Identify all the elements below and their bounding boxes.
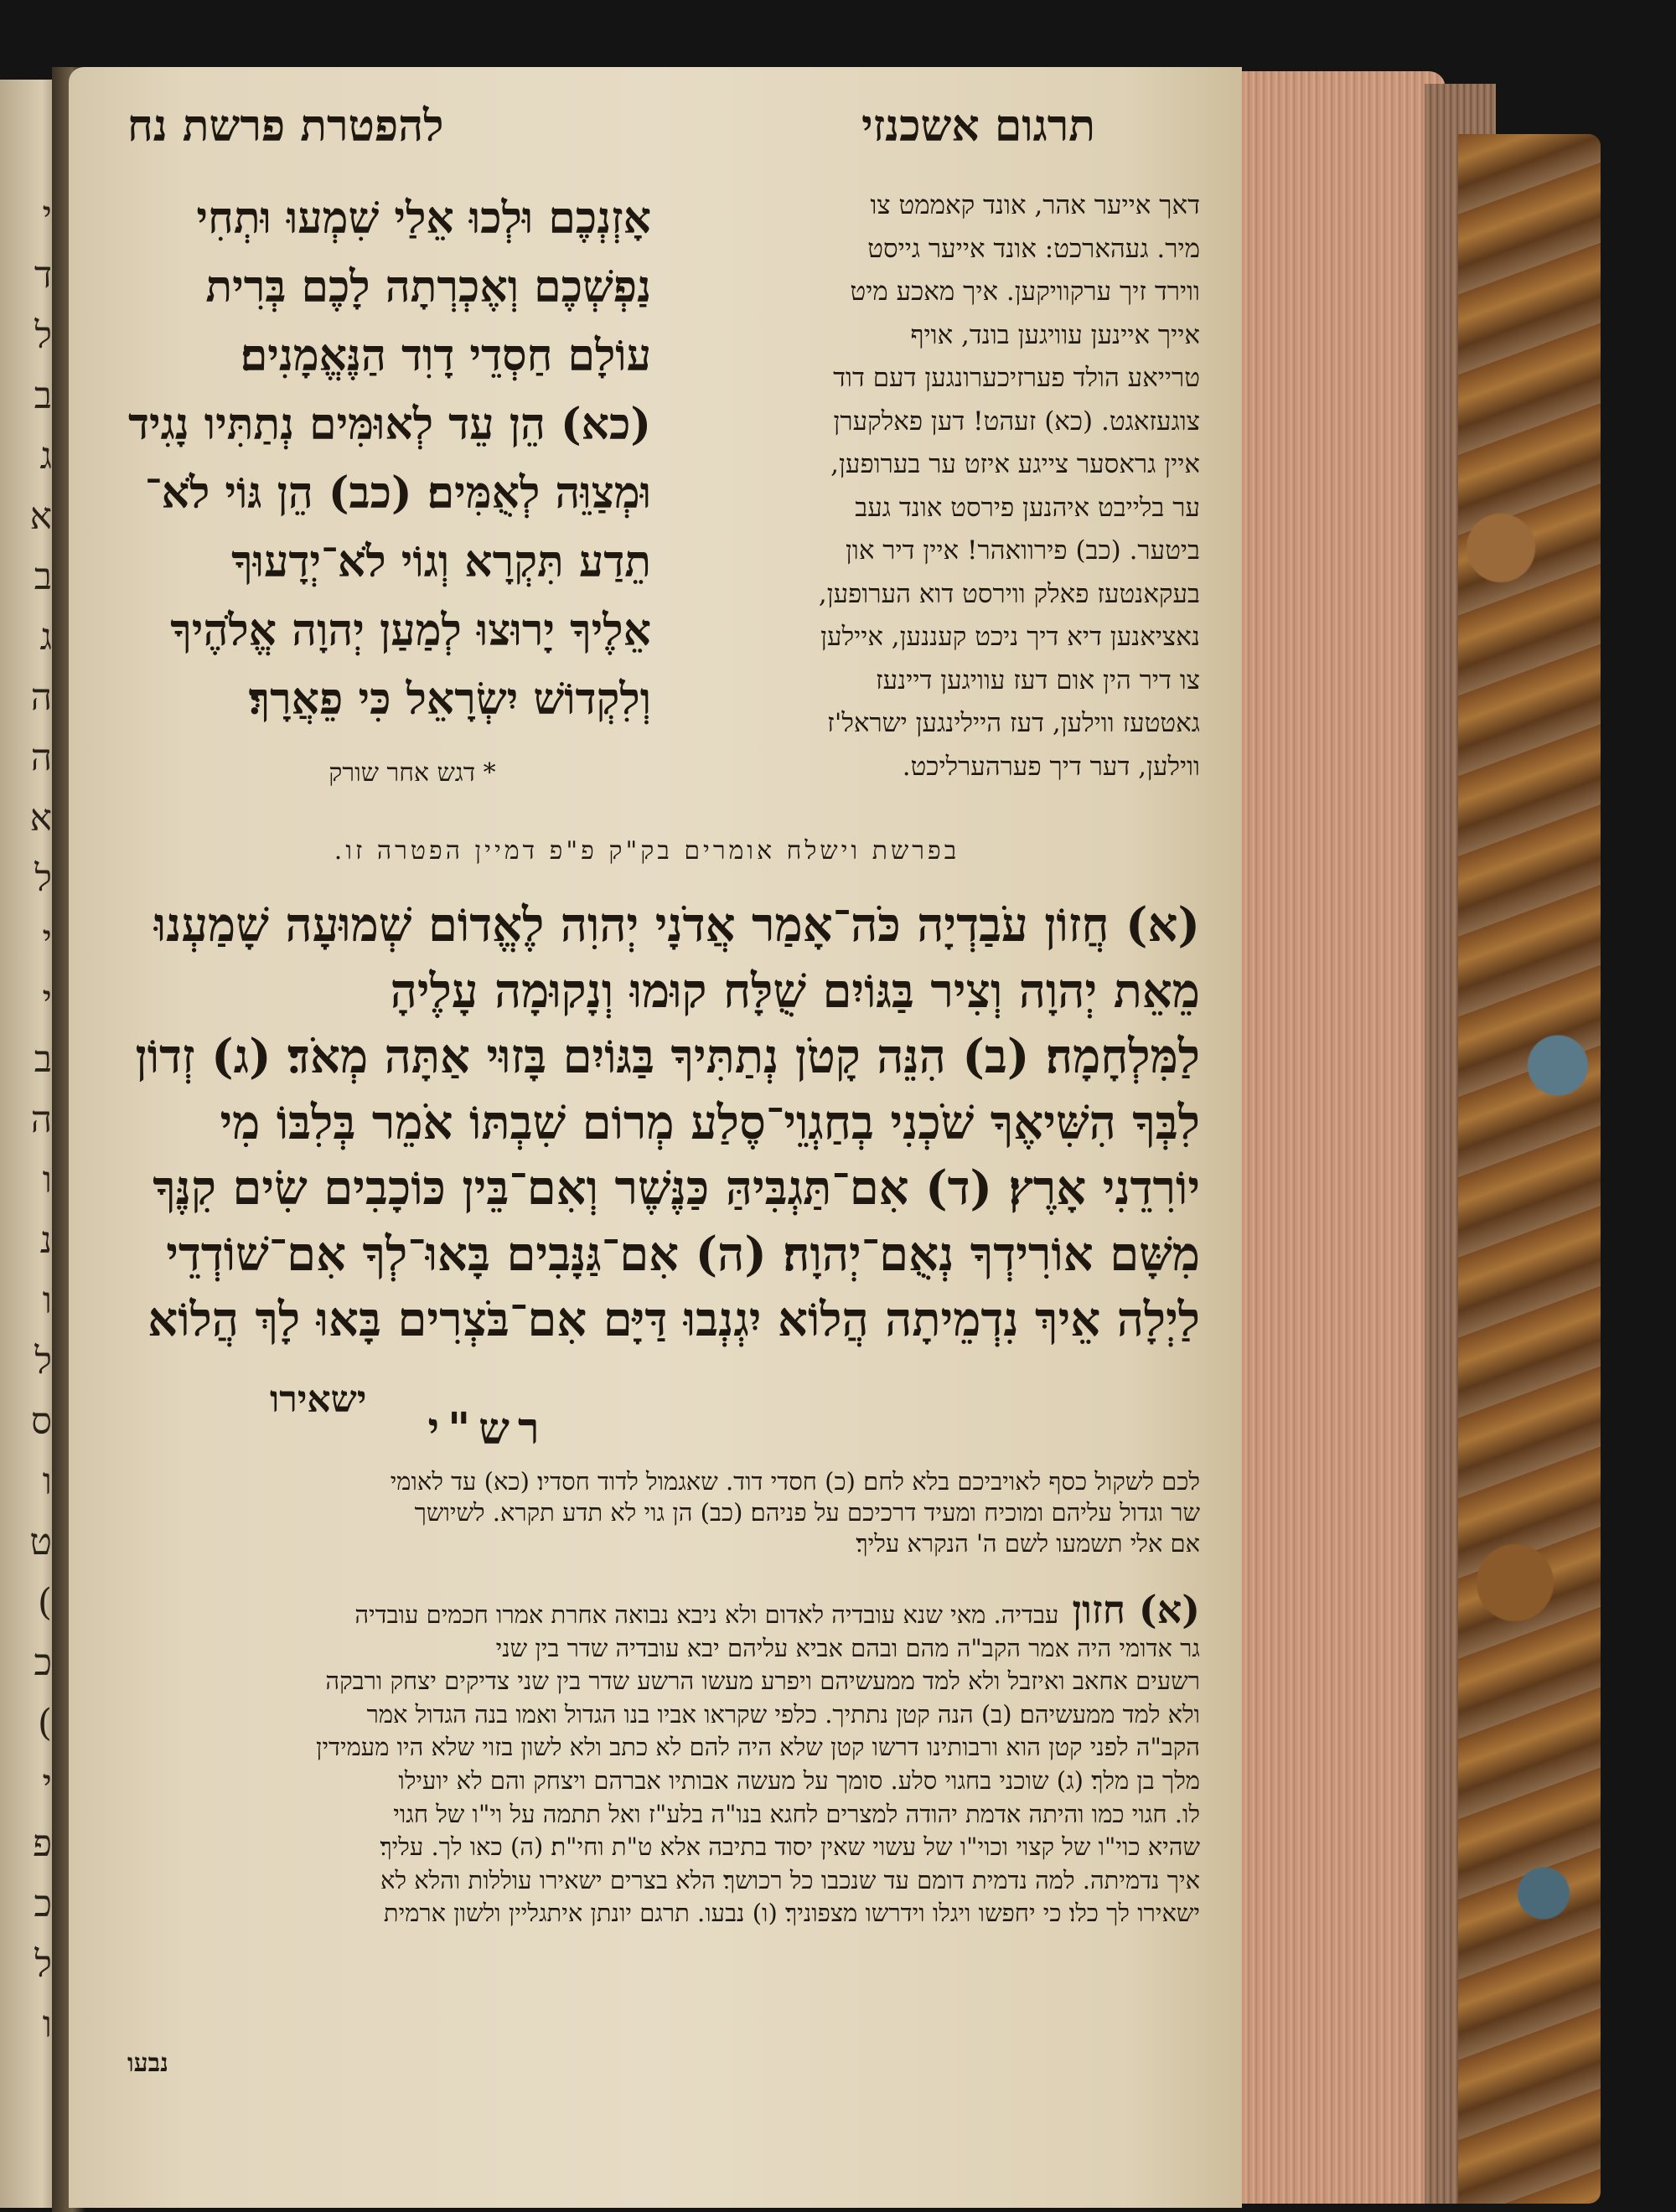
rashi-main-commentary (127, 1587, 1200, 1930)
rashi-line-text: איך נדמיתה. למה נדמית דומם עד שנכבו כל רכושך׃ הלא בצרים ישאירו עוללות והלא לא (380, 1865, 1200, 1894)
targum-line: בעקאנטעז פאלק ווירסט דוא הערופען, (818, 578, 1200, 609)
facing-page-glyph: ג (39, 435, 52, 478)
catchword-bottom: נבעו (127, 2049, 168, 2078)
scripture-line: מֵאֵת יְהוָה וְצִיר בַּגּוֹיִם שֻׁלָּח קוּמוּ וְנָקוּמָה עָלֶיהָ (390, 963, 1200, 1019)
targum-line: מיר. געהארכט: אונד אייער גייסט (867, 233, 1200, 264)
rashi-line (127, 1665, 1200, 1698)
facing-page-glyph: כ (34, 1883, 52, 1925)
scripture-line: לַיְלָה אֵיךְ נִדְמֵיתָה הֲלוֹא יִגְנְבוּ דַּיָּם אִם־בֹּצְרִים בָּאוּ לָךְ הֲלוֹא (147, 1292, 1200, 1347)
facing-page-glyph: ( (37, 1581, 52, 1624)
scripture-line: לַמִּלְחָמָה׃ (ב) הִנֵּה קָטֹן נְתַתִּיךָ בַּגּוֹיִם בָּזוּי אַתָּה מְאֹד׃ (ג) זְדוֹן (135, 1029, 1200, 1084)
facing-page-glyph: ב (34, 556, 52, 598)
rashi-title: רש"י (427, 1403, 548, 1455)
haftarah-line: אֵלֶיךָ יָרוּצוּ לְמַעַן יְהוָה אֱלֹהֶיךָ (170, 605, 651, 656)
targum-line: אייך איינען עוויגען בונד, אויף (910, 319, 1200, 350)
facing-page-glyph: ו (42, 1159, 52, 1202)
facing-page-glyph: ה (30, 1098, 52, 1141)
scripture-line: מִשָּׁם אוֹרִידְךָ נְאֻם־יְהוָה׃ (ה) אִם־גַּנָּבִים בָּאוּ־לְךָ אִם־שׁוֹדְדֵי (166, 1226, 1200, 1282)
targum-line: צוגעזאגט. (כא) זעהט! דען פאלקערן (833, 406, 1200, 437)
haftarah-line: וְלִקְדוֹשׁ יִשְׂרָאֵל כִּי פֵאֲרָךְ׃ (248, 674, 651, 725)
rashi-top-commentary (127, 1466, 1200, 1560)
scripture-line: (א) חֲזוֹן עֹבַדְיָה כֹּה־אָמַר אֲדֹנָי יְהוִה לֶאֱדוֹם שְׁמוּעָה שָׁמַעְנוּ (153, 897, 1200, 953)
facing-page-glyph: ( (37, 1702, 52, 1744)
facing-page-glyph: ו (42, 1279, 52, 1322)
facing-page-glyph: א (29, 797, 52, 840)
facing-page-glyph: ל (34, 314, 52, 357)
facing-page-glyph: ס (30, 1400, 52, 1443)
targum-line: ביטער. (כב) פירוואהר! איין דיר און (845, 535, 1200, 566)
facing-page-glyph: ל (34, 1340, 52, 1382)
rashi-line (127, 1632, 1200, 1666)
rashi-line-text: שהיא כוי"ו של קצוי וכוי"ו של עשוי שאין יסוד בתיבה אלא ט"ת וחי"ת׃ (ה) כאו לך. עליך׃ (380, 1832, 1200, 1862)
facing-page-glyph: ה (30, 676, 52, 719)
facing-page-glyph: ה (30, 736, 52, 779)
scripture-line: לִבְּךָ הִשִּׁיאֶךָ שֹׁכְנִי בְחַגְוֵי־סֶלַע מְרוֹם שִׁבְתּוֹ אֹמֵר בְּלִבּוֹ מִי (220, 1094, 1200, 1150)
haftarah-line: אָזְנְכֶם וּלְכוּ אֵלַי שִׁמְעוּ וּתְחִי (196, 193, 651, 244)
rashi-line (127, 1831, 1200, 1864)
rashi-line: שר וגדול עליהם ומוכיח ומעיד דרכיכם על פניהם׃ (כב) הן גוי לא תדע תקרא. לשיושך (414, 1498, 1200, 1527)
targum-translation-column (706, 184, 1200, 788)
targum-line: ווירד זיך ערקוויקען. איך מאכע מיט (850, 276, 1200, 307)
rashi-line-text: מלך בן מלך׃ (ג) שוכני בחגוי סלע. סומך על מעשה אבותיו אברהם ויצחק והם לא יועילו (398, 1765, 1200, 1795)
facing-page-glyph: י (42, 1762, 52, 1805)
haftarah-line: תֵדַע תִּקְרָא וְגוֹי לֹא־יְדָעוּךָ (231, 536, 651, 587)
running-head-right: תרגום אשכנזי (861, 101, 1095, 152)
rashi-line-text: עבדיה. מאי שנא עובדיה לאדום ולא ניבא נבואה אחרת אמרו חכמים עובדיה (354, 1600, 1059, 1629)
catchword-main: ישאירו (270, 1378, 367, 1421)
rashi-line (127, 1897, 1200, 1930)
facing-page-glyph: פ (32, 1822, 52, 1865)
haftarah-line: נַפְשְׁכֶם וְאֶכְרְתָה לָכֶם בְּרִית (205, 261, 651, 313)
rashi-line (127, 1731, 1200, 1765)
facing-page-glyph: כ (34, 1641, 52, 1684)
targum-line: נאציאנען דיא דיך ניכט קעננען, איילען (820, 622, 1200, 652)
scripture-line: יוֹרִדֵנִי אָרֶץ׃ (ד) אִם־תַּגְבִּיהַּ כַּנֶּשֶׁר וְאִם־בֵּין כּוֹכָבִים שִׂים קִנֶּךָ (153, 1160, 1200, 1216)
book-page (69, 67, 1242, 2208)
facing-page-glyph: י (42, 978, 52, 1021)
parsha-heading: בפרשת וישלח אומרים בק"ק פ"פ דמיין הפטרה זו. (334, 836, 960, 866)
facing-page-glyph: ל (34, 857, 52, 900)
rashi-line-text: גר אדומי היה אמר הקב"ה מהם ובהם אביא עליהם יבא עובדיה שדר בין שני (495, 1633, 1200, 1662)
targum-line: גאטטעז ווילען, דעז היילינגען ישראל'ז (827, 708, 1200, 738)
targum-line: איין גראסער צייגע איזט ער בערופען, (830, 449, 1200, 479)
facing-page-glyph: נ (39, 1219, 52, 1262)
rashi-line (127, 1798, 1200, 1832)
rashi-line (127, 1698, 1200, 1732)
running-head-left: להפטרת פרשת נח (127, 101, 444, 152)
page-fore-edge (1236, 71, 1446, 2204)
rashi-line (127, 1864, 1200, 1898)
rashi-line (127, 1765, 1200, 1798)
facing-page-glyph: א (29, 495, 52, 538)
targum-line: ווילען, דער דיך פערהערליכט. (902, 751, 1200, 782)
targum-line: צו דיר הין אום דעז עוויגען דיינעז (875, 664, 1200, 695)
haftarah-line: וּמְצַוֵּה לְאֻמִּים׃ (כב) הֵן גּוֹי לֹא־ (144, 468, 651, 519)
rashi-line-text: ולא למד ממעשיהם׃ (ב) הנה קטן נתתיך. כלפי שקראו אביו בנו הגדול ואמו בנה הגדול אמר (366, 1699, 1200, 1729)
haftarah-line: עוֹלָם חַסְדֵי דָוִד הַנֶּאֱמָנִים׃ (240, 330, 651, 381)
marbled-cover (1458, 134, 1601, 2204)
rashi-line: אם אלי תשמעו לשם ה' הנקרא עליך׃ (856, 1529, 1200, 1558)
targum-line: ער בלייבט איהנען פירסט אונד געב (855, 492, 1200, 523)
rashi-line-text: הקב"ה לפני קטן הוא ורבותינו דרשו קטן שלא היה להם לא כתב ולא לשון בזוי שלא היו מעמידין (316, 1733, 1200, 1762)
facing-page-glyph: י (42, 917, 52, 960)
rashi-dibbur-hamatchil: (א) חזון (1058, 1587, 1200, 1632)
facing-page-glyph: ג (39, 616, 52, 659)
facing-page-glyph: ל (34, 1943, 52, 1986)
facing-page-glyph: ב (34, 1038, 52, 1081)
targum-line: טרייאע הולד פערזיכערונגען דעם דוד (833, 363, 1200, 393)
main-scripture-text (127, 892, 1200, 1353)
facing-page-glyph: ט (29, 1521, 52, 1563)
facing-page-glyph: ב (34, 375, 52, 417)
rashi-line-text: רשעים אחאב ואיזבל ולא למד ממעשיהם ויפרע מעשו הרשע שדר בין שני צדיקים יצחק ורבקה (325, 1667, 1200, 1696)
targum-line: דאך אייער אהר, אונד קאממט צו (870, 190, 1200, 220)
facing-page-glyph: ו (42, 1460, 52, 1503)
facing-page-glyph: ד (34, 254, 52, 297)
haftarah-text-column (115, 184, 651, 734)
haftarah-line: (כא) הֵן עֵד לְאוּמִּים נְתַתִּיו נָגִיד (127, 399, 651, 450)
rashi-line (127, 1587, 1200, 1632)
facing-page-glyph: ו (42, 2003, 52, 2046)
rashi-line: לכם לשקול כסף לאויביכם בלא לחם׃ (כ) חסדי דוד. שאגמול לדוד חסדיו׃ (כא) עד לאומי (390, 1467, 1200, 1496)
rashi-line-text: לו. חגוי כמו והיתה אדמת יהודה למצרים לחגא בנו"ה בלע"ז ואל תתמה על וי"ו של חגוי (393, 1799, 1200, 1828)
facing-page-glyph: י (42, 194, 52, 236)
footnote-dagesh: * דגש אחר שורק (328, 758, 496, 788)
rashi-line-text: ישאירו לך כלו׃ כי יחפשו ויגלו וידרשו מצפוניך׃ (ו) נבעו. תרגם יונתן איתגליין ולשון ארמית (383, 1899, 1200, 1928)
